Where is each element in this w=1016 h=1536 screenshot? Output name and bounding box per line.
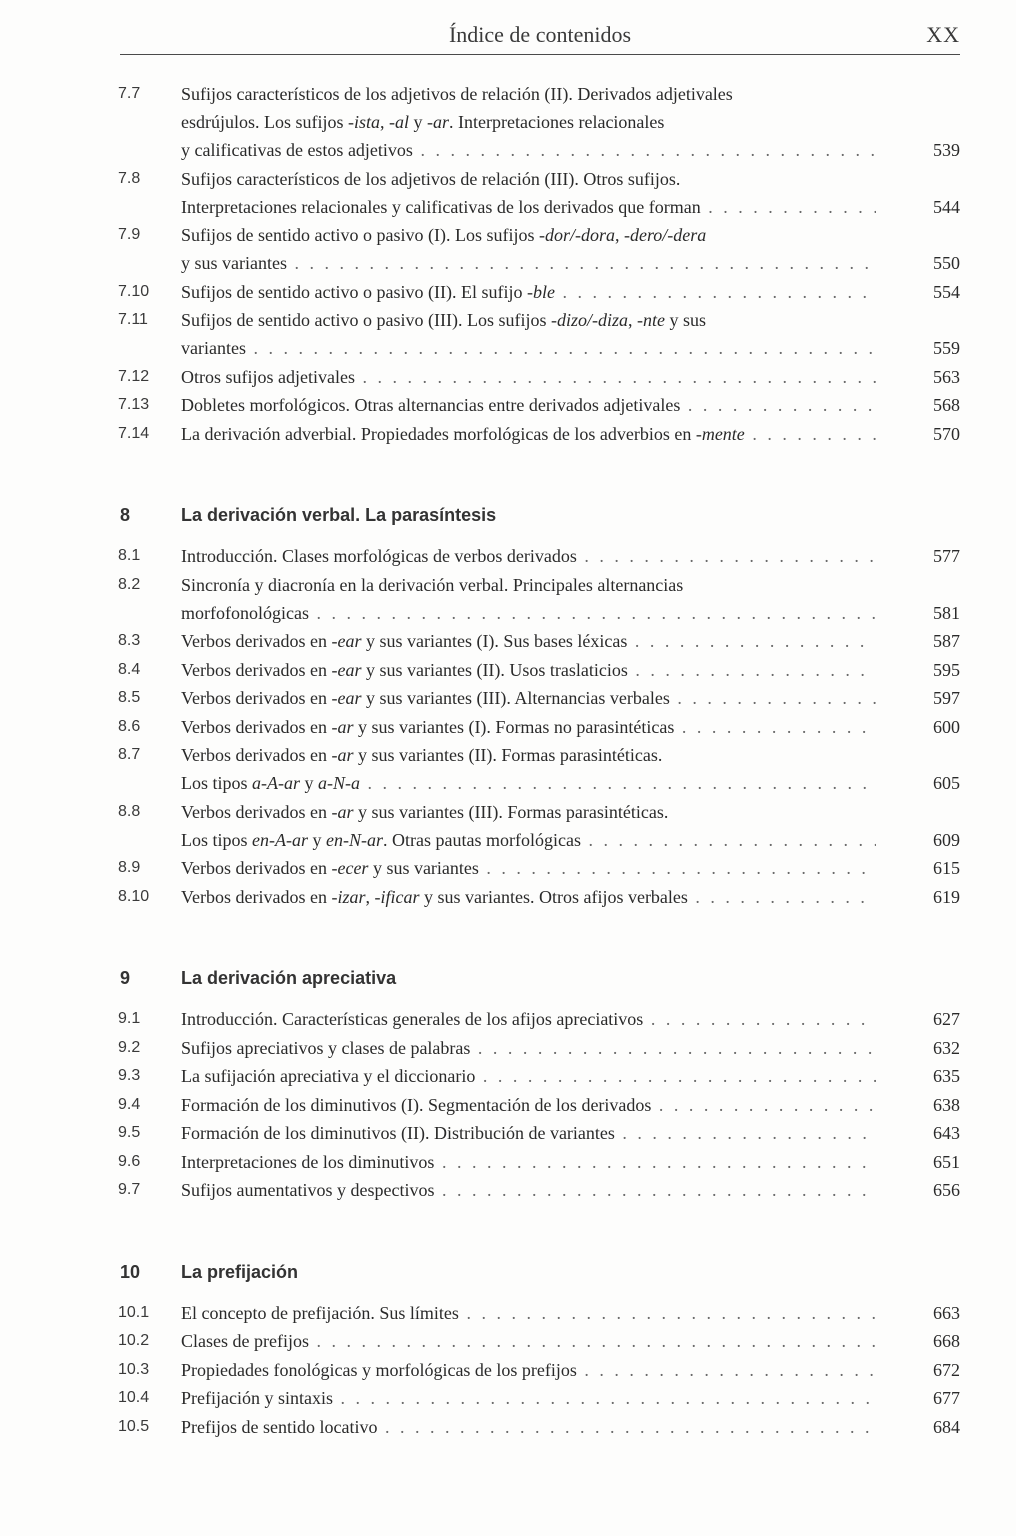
- entry-number: 9.4: [118, 1095, 141, 1113]
- entry-number: 7.9: [118, 226, 141, 243]
- entry-page-number: 550: [933, 253, 960, 273]
- entry-title-line: variantes . . .: [181, 334, 876, 362]
- chapter-number: 9: [120, 968, 131, 988]
- entry-number: 9.6: [118, 1152, 141, 1170]
- running-header: [120, 22, 960, 55]
- entry-title-line: Los tipos en-A-ar y en-N-ar. Otras pautas morfológicas . . .: [181, 826, 876, 854]
- header-title: Índice de contenidos: [448, 22, 632, 47]
- entry-title-line: Verbos derivados en -ear y sus variantes (III). Alternancias verbales . . .: [181, 684, 876, 712]
- entry-page-number: 563: [933, 366, 960, 387]
- entry-title-line: Sufijos de sentido activo o pasivo (III). Los sufijos -dizo/-diza, -nte y sus: [181, 310, 706, 330]
- entry-title-line: y calificativas de estos adjetivos . . .: [181, 136, 876, 164]
- entry-title-line: La derivación adverbial. Propiedades morfológicas de los adverbios en -mente . . .: [181, 420, 876, 448]
- entry-title-line: Interpretaciones relacionales y calificativas de los derivados que forman . . .: [181, 193, 876, 221]
- chapter-heading: [0, 963, 1016, 993]
- entry-number: 8.5: [118, 689, 141, 706]
- entry-page-number: 544: [933, 196, 960, 217]
- entry-title-line: Verbos derivados en -ar y sus variantes (III). Formas parasintéticas.: [181, 801, 669, 822]
- entry-title-line: Verbos derivados en -ar y sus variantes (I). Formas no parasintéticas . . .: [181, 713, 876, 741]
- entry-number: 7.8: [118, 169, 141, 187]
- entry-number: 10.3: [118, 1360, 150, 1378]
- entry-number: 7.12: [118, 367, 150, 385]
- entry-page-number: 684: [933, 1416, 960, 1437]
- entry-page-number: 651: [933, 1151, 960, 1172]
- chapter-title: La prefijación: [181, 1261, 299, 1282]
- entry-page-number: 627: [933, 1009, 960, 1029]
- entry-title-line: Sufijos característicos de los adjetivos de relación (III). Otros sufijos.: [181, 168, 681, 189]
- entry-title-line: Otros sufijos adjetivales . . .: [181, 363, 876, 391]
- entry-title-line: Introducción. Clases morfológicas de verbos derivados . . .: [181, 542, 876, 570]
- entry-page-number: 559: [933, 338, 960, 358]
- entry-page-number: 597: [933, 688, 960, 708]
- entry-number: 8.4: [118, 660, 141, 678]
- entry-page-number: 587: [933, 631, 960, 651]
- chapter-number: 8: [120, 505, 131, 525]
- entry-number: 7.10: [118, 282, 150, 300]
- chapter-title: La derivación verbal. La parasíntesis: [181, 505, 497, 525]
- entry-page-number: 577: [933, 546, 960, 566]
- entry-title-line: Verbos derivados en -ecer y sus variantes . . .: [181, 854, 876, 882]
- entry-number: 10.4: [118, 1389, 150, 1406]
- entry-title-line: y sus variantes . . .: [181, 249, 876, 277]
- entry-number: 8.2: [118, 575, 141, 593]
- entry-title-line: La sufijación apreciativa y el diccionario . . .: [181, 1062, 876, 1090]
- entry-page-number: 600: [933, 716, 960, 737]
- entry-title-line: Propiedades fonológicas y morfológicas de los prefijos . . .: [181, 1356, 876, 1384]
- chapter-heading: [0, 500, 1016, 530]
- entry-title-line: esdrújulos. Los sufijos -ista, -al y -ar. Interpretaciones relacionales: [181, 112, 665, 132]
- entry-number: 8.8: [118, 802, 141, 820]
- entry-page-number: 570: [933, 423, 960, 444]
- entry-number: 9.3: [118, 1067, 141, 1084]
- entry-number: 8.3: [118, 632, 141, 649]
- entry-number: 8.7: [118, 746, 141, 763]
- entry-number: 7.14: [118, 424, 150, 442]
- entry-page-number: 539: [933, 140, 960, 160]
- entry-number: 9.2: [118, 1038, 141, 1056]
- entry-title-line: Dobletes morfológicos. Otras alternancias entre derivados adjetivales . . .: [181, 391, 876, 419]
- entry-page-number: 635: [933, 1066, 960, 1086]
- entry-title-line: Sincronía y diacronía en la derivación verbal. Principales alternancias: [181, 574, 684, 595]
- entry-page-number: 656: [933, 1180, 960, 1200]
- entry-page-number: 663: [933, 1302, 960, 1323]
- entry-title-line: Prefijación y sintaxis . . .: [181, 1384, 876, 1412]
- entry-title-line: Sufijos apreciativos y clases de palabras . . .: [181, 1034, 876, 1062]
- entry-title-line: Formación de los diminutivos (II). Distribución de variantes . . .: [181, 1119, 876, 1147]
- entry-page-number: 643: [933, 1123, 960, 1143]
- entry-number: 8.6: [118, 717, 141, 735]
- entry-number: 7.13: [118, 396, 150, 413]
- entry-title-line: Verbos derivados en -ear y sus variantes (I). Sus bases léxicas . . .: [181, 627, 876, 655]
- entry-title-line: Sufijos de sentido activo o pasivo (I). Los sufijos -dor/-dora, -dero/-dera: [181, 225, 707, 245]
- entry-page-number: 554: [933, 281, 960, 302]
- entry-number: 10.2: [118, 1332, 150, 1349]
- entry-page-number: 672: [933, 1359, 960, 1380]
- entry-page-number: 615: [933, 858, 960, 878]
- entry-title-line: Sufijos aumentativos y despectivos . . .: [181, 1176, 876, 1204]
- entry-title-line: Sufijos característicos de los adjetivos de relación (II). Derivados adjetivales: [181, 84, 733, 104]
- entry-title-line: Verbos derivados en -izar, -ificar y sus variantes. Otros afijos verbales . . .: [181, 883, 876, 911]
- entry-title-line: Prefijos de sentido locativo . . .: [181, 1413, 876, 1441]
- entry-title-line: Sufijos de sentido activo o pasivo (II). El sufijo -ble . . .: [181, 278, 876, 306]
- entry-page-number: 605: [933, 773, 960, 793]
- entry-number: 9.5: [118, 1124, 141, 1141]
- entry-title-line: Verbos derivados en -ar y sus variantes (II). Formas parasintéticas.: [181, 745, 663, 765]
- entry-page-number: 632: [933, 1037, 960, 1058]
- chapter-number: 10: [120, 1261, 141, 1282]
- entry-page-number: 595: [933, 659, 960, 680]
- entry-title-line: Clases de prefijos . . .: [181, 1327, 876, 1355]
- entry-number: 8.9: [118, 859, 141, 876]
- entry-number: 8.1: [118, 547, 141, 564]
- entry-title-line: morfofonológicas . . .: [181, 599, 876, 627]
- entry-title-line: Formación de los diminutivos (I). Segmentación de los derivados . . .: [181, 1091, 876, 1119]
- chapter-heading: [0, 1257, 1016, 1287]
- entry-page-number: 568: [933, 395, 960, 415]
- entry-page-number: 677: [933, 1388, 960, 1408]
- entry-number: 10.5: [118, 1417, 150, 1435]
- entry-number: 9.7: [118, 1181, 141, 1198]
- entry-page-number: 619: [933, 886, 960, 907]
- entry-title-line: Introducción. Características generales de los afijos apreciativos . . .: [181, 1005, 876, 1033]
- entry-page-number: 581: [933, 602, 960, 623]
- entry-page-number: 638: [933, 1094, 960, 1115]
- entry-page-number: 609: [933, 829, 960, 850]
- entry-page-number: 668: [933, 1331, 960, 1351]
- entry-number: 9.1: [118, 1010, 141, 1027]
- entry-number: 10.1: [118, 1303, 150, 1321]
- entry-title-line: Los tipos a-A-ar y a-N-a . . .: [181, 769, 876, 797]
- entry-title-line: El concepto de prefijación. Sus límites . . .: [181, 1299, 876, 1327]
- entry-number: 7.11: [118, 311, 148, 328]
- chapter-title: La derivación apreciativa: [181, 968, 397, 988]
- entry-title-line: Verbos derivados en -ear y sus variantes (II). Usos traslaticios . . .: [181, 656, 876, 684]
- entry-title-line: Interpretaciones de los diminutivos . . .: [181, 1148, 876, 1176]
- entry-number: 7.7: [118, 85, 141, 102]
- header-page-number: XX: [926, 22, 960, 47]
- entry-number: 8.10: [118, 887, 150, 905]
